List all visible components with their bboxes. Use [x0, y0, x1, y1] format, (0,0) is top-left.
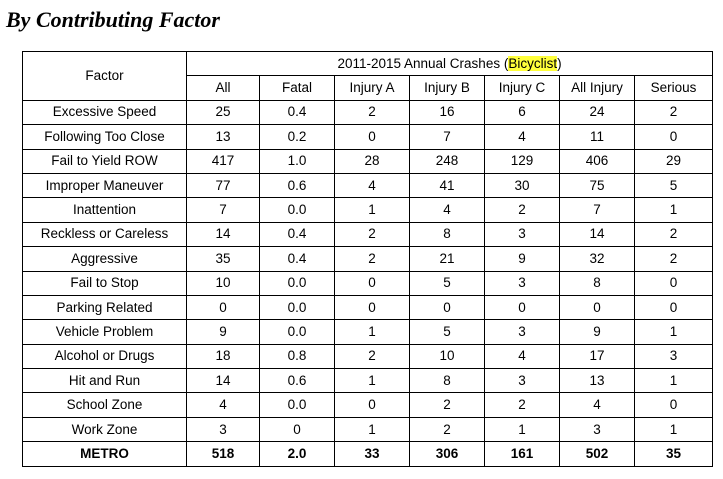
value-cell-injury-c: 129	[485, 149, 560, 173]
value-cell-injury-a: 2	[335, 247, 410, 271]
factor-column-header: Factor	[23, 52, 187, 101]
table-row	[23, 271, 713, 295]
value-cell-serious: 1	[635, 198, 713, 222]
value-cell-all: 9	[187, 320, 260, 344]
value-cell-fatal: 0.2	[260, 125, 335, 149]
value-cell-all: 14	[187, 222, 260, 246]
value-cell-all-injury: 75	[560, 173, 635, 197]
value-cell-all: 77	[187, 173, 260, 197]
value-cell-fatal: 0	[260, 417, 335, 441]
value-cell-injury-b: 248	[410, 149, 485, 173]
value-cell-all-injury: 14	[560, 222, 635, 246]
value-cell-injury-b: 10	[410, 344, 485, 368]
value-cell-injury-b: 2	[410, 417, 485, 441]
factor-cell: METRO	[23, 442, 187, 466]
column-header-serious: Serious	[635, 76, 713, 100]
value-cell-all: 18	[187, 344, 260, 368]
group-header-suffix: )	[557, 55, 562, 71]
column-header-all: All	[187, 76, 260, 100]
value-cell-injury-a: 1	[335, 198, 410, 222]
column-header-fatal: Fatal	[260, 76, 335, 100]
table-row	[23, 100, 713, 124]
value-cell-injury-a: 2	[335, 222, 410, 246]
value-cell-all-injury: 7	[560, 198, 635, 222]
factor-cell: Inattention	[23, 198, 187, 222]
value-cell-injury-b: 5	[410, 320, 485, 344]
value-cell-injury-a: 0	[335, 295, 410, 319]
value-cell-injury-c: 3	[485, 222, 560, 246]
value-cell-all: 35	[187, 247, 260, 271]
value-cell-injury-b: 21	[410, 247, 485, 271]
value-cell-injury-a: 0	[335, 271, 410, 295]
factor-cell: Alcohol or Drugs	[23, 344, 187, 368]
factor-cell: Excessive Speed	[23, 100, 187, 124]
value-cell-all-injury: 9	[560, 320, 635, 344]
factor-cell: Fail to Stop	[23, 271, 187, 295]
factor-cell: School Zone	[23, 393, 187, 417]
value-cell-all-injury: 11	[560, 125, 635, 149]
value-cell-serious: 29	[635, 149, 713, 173]
value-cell-injury-b: 7	[410, 125, 485, 149]
value-cell-fatal: 1.0	[260, 149, 335, 173]
value-cell-all: 4	[187, 393, 260, 417]
value-cell-fatal: 0.4	[260, 100, 335, 124]
table-row	[23, 247, 713, 271]
value-cell-serious: 1	[635, 417, 713, 441]
factor-cell: Parking Related	[23, 295, 187, 319]
factor-cell: Vehicle Problem	[23, 320, 187, 344]
value-cell-injury-c: 9	[485, 247, 560, 271]
value-cell-all: 13	[187, 125, 260, 149]
value-cell-all-injury: 13	[560, 369, 635, 393]
value-cell-injury-b: 5	[410, 271, 485, 295]
value-cell-injury-c: 4	[485, 344, 560, 368]
table-row	[23, 125, 713, 149]
factor-cell: Work Zone	[23, 417, 187, 441]
value-cell-injury-c: 3	[485, 369, 560, 393]
value-cell-serious: 2	[635, 222, 713, 246]
value-cell-fatal: 0.0	[260, 320, 335, 344]
group-header	[187, 52, 713, 76]
crash-table	[22, 51, 713, 467]
value-cell-all: 14	[187, 369, 260, 393]
group-header-row	[23, 52, 713, 76]
value-cell-injury-a: 1	[335, 417, 410, 441]
value-cell-injury-a: 4	[335, 173, 410, 197]
value-cell-serious: 2	[635, 100, 713, 124]
value-cell-injury-b: 4	[410, 198, 485, 222]
table-row	[23, 222, 713, 246]
table-row	[23, 369, 713, 393]
table-row	[23, 320, 713, 344]
column-header-injury-b: Injury B	[410, 76, 485, 100]
value-cell-all: 518	[187, 442, 260, 466]
value-cell-injury-c: 1	[485, 417, 560, 441]
factor-cell: Following Too Close	[23, 125, 187, 149]
value-cell-all-injury: 502	[560, 442, 635, 466]
column-header-injury-c: Injury C	[485, 76, 560, 100]
column-header-all-injury: All Injury	[560, 76, 635, 100]
value-cell-all-injury: 3	[560, 417, 635, 441]
value-cell-all-injury: 0	[560, 295, 635, 319]
page-title: By Contributing Factor	[6, 7, 220, 32]
value-cell-all-injury: 4	[560, 393, 635, 417]
value-cell-fatal: 0.0	[260, 271, 335, 295]
value-cell-injury-a: 28	[335, 149, 410, 173]
value-cell-serious: 0	[635, 295, 713, 319]
value-cell-all: 25	[187, 100, 260, 124]
value-cell-all: 10	[187, 271, 260, 295]
value-cell-fatal: 0.8	[260, 344, 335, 368]
value-cell-serious: 0	[635, 125, 713, 149]
value-cell-all-injury: 32	[560, 247, 635, 271]
group-header-highlight: Bicyclist	[508, 55, 558, 71]
value-cell-serious: 0	[635, 271, 713, 295]
factor-cell: Hit and Run	[23, 369, 187, 393]
value-cell-injury-c: 161	[485, 442, 560, 466]
factor-cell: Aggressive	[23, 247, 187, 271]
value-cell-injury-a: 2	[335, 100, 410, 124]
group-header-prefix: 2011-2015 Annual Crashes (	[337, 55, 509, 71]
value-cell-fatal: 0.6	[260, 173, 335, 197]
value-cell-injury-c: 2	[485, 198, 560, 222]
value-cell-serious: 35	[635, 442, 713, 466]
value-cell-all-injury: 17	[560, 344, 635, 368]
value-cell-injury-b: 8	[410, 369, 485, 393]
value-cell-injury-c: 30	[485, 173, 560, 197]
value-cell-injury-c: 0	[485, 295, 560, 319]
value-cell-all: 7	[187, 198, 260, 222]
value-cell-injury-a: 0	[335, 125, 410, 149]
value-cell-all: 3	[187, 417, 260, 441]
value-cell-serious: 3	[635, 344, 713, 368]
value-cell-injury-c: 3	[485, 320, 560, 344]
value-cell-injury-b: 2	[410, 393, 485, 417]
value-cell-all-injury: 406	[560, 149, 635, 173]
value-cell-serious: 0	[635, 393, 713, 417]
value-cell-fatal: 0.4	[260, 247, 335, 271]
value-cell-injury-b: 16	[410, 100, 485, 124]
table-row	[23, 295, 713, 319]
value-cell-all-injury: 8	[560, 271, 635, 295]
table-row	[23, 198, 713, 222]
table-row	[23, 417, 713, 441]
value-cell-serious: 5	[635, 173, 713, 197]
value-cell-injury-a: 0	[335, 393, 410, 417]
factor-cell: Fail to Yield ROW	[23, 149, 187, 173]
value-cell-injury-a: 33	[335, 442, 410, 466]
value-cell-serious: 1	[635, 320, 713, 344]
value-cell-injury-b: 306	[410, 442, 485, 466]
value-cell-fatal: 0.4	[260, 222, 335, 246]
table-row	[23, 173, 713, 197]
factor-cell: Improper Maneuver	[23, 173, 187, 197]
value-cell-injury-c: 4	[485, 125, 560, 149]
value-cell-injury-b: 41	[410, 173, 485, 197]
value-cell-fatal: 0.0	[260, 295, 335, 319]
value-cell-fatal: 0.0	[260, 393, 335, 417]
table-row	[23, 149, 713, 173]
table-body	[23, 100, 713, 466]
value-cell-injury-c: 3	[485, 271, 560, 295]
value-cell-injury-c: 6	[485, 100, 560, 124]
value-cell-fatal: 0.0	[260, 198, 335, 222]
column-header-injury-a: Injury A	[335, 76, 410, 100]
value-cell-fatal: 0.6	[260, 369, 335, 393]
table-row	[23, 393, 713, 417]
value-cell-fatal: 2.0	[260, 442, 335, 466]
factor-cell: Reckless or Careless	[23, 222, 187, 246]
value-cell-injury-a: 1	[335, 369, 410, 393]
value-cell-all-injury: 24	[560, 100, 635, 124]
table-row	[23, 344, 713, 368]
value-cell-serious: 2	[635, 247, 713, 271]
total-row	[23, 442, 713, 466]
value-cell-injury-a: 1	[335, 320, 410, 344]
value-cell-all: 0	[187, 295, 260, 319]
value-cell-all: 417	[187, 149, 260, 173]
value-cell-injury-b: 8	[410, 222, 485, 246]
value-cell-serious: 1	[635, 369, 713, 393]
value-cell-injury-b: 0	[410, 295, 485, 319]
value-cell-injury-c: 2	[485, 393, 560, 417]
value-cell-injury-a: 2	[335, 344, 410, 368]
